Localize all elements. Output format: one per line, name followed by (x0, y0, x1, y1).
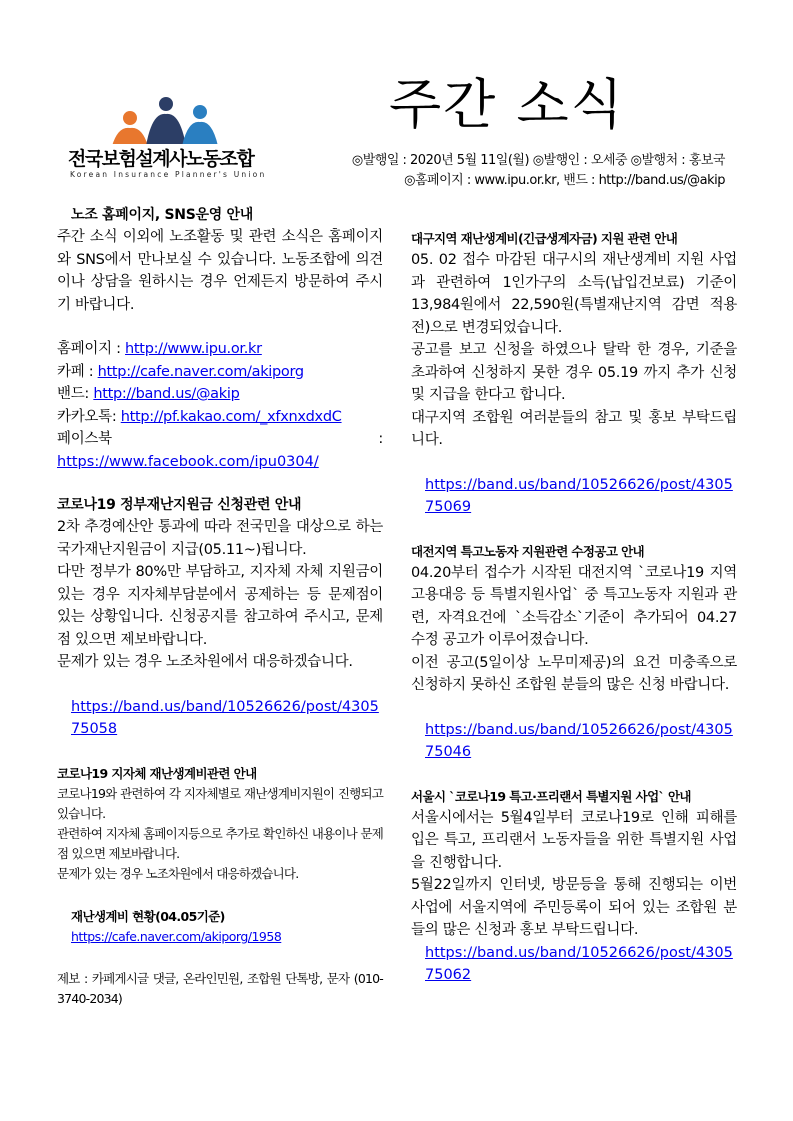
union-logo (68, 92, 278, 192)
homepage-link[interactable]: http://www.ipu.or.kr (125, 341, 262, 357)
article-local-living-cost (57, 763, 383, 1009)
newsletter-title: 주간 소식 (389, 73, 625, 136)
article-title: 대전지역 특고노동자 지원관련 수정공고 안내 (411, 543, 645, 559)
band-link[interactable]: http://band.us/@akip (93, 386, 240, 402)
band-post-link[interactable]: https://band.us/band/10526626/post/430575069 (425, 476, 733, 515)
cafe-post-link[interactable]: https://cafe.naver.com/akiporg/1958 (71, 928, 282, 944)
article-paragraph: 5월22일까지 인터넷, 방문등을 통해 진행되는 이번 사업에 서울지역에 주민등록이 되어 있는 조합원 분들의 많은 신청과 홍보 부탁드립니다. (411, 877, 737, 938)
band-post-link[interactable]: https://band.us/band/10526626/post/430575058 (71, 698, 379, 737)
link-row-facebook: 페이스북 : (57, 431, 383, 447)
article-title: 코로나19 지자체 재난생계비관련 안내 (57, 765, 257, 781)
link-row-cafe: 카페 : http://cafe.naver.com/akiporg (57, 363, 304, 380)
article-disaster-fund (57, 495, 383, 741)
cafe-link[interactable]: http://cafe.naver.com/akiporg (97, 363, 304, 380)
org-name-english: Korean Insurance Planner's Union (70, 170, 267, 179)
article-daejeon (411, 541, 737, 764)
article-paragraph: 이전 공고(5일이상 노무미제공)의 요건 미충족으로 신청하지 못하신 조합원 분들의 많은 신청 바랍니다. (411, 654, 737, 693)
link-row-kakao: 카카오톡: http://pf.kakao.com/_xfxnxdxdC (57, 408, 342, 425)
article-daegu (411, 228, 737, 519)
article-homepage-sns (57, 205, 383, 473)
kakao-link[interactable]: http://pf.kakao.com/_xfxnxdxdC (120, 408, 342, 425)
article-paragraph: 다만 정부가 80%만 부담하고, 지자체 자체 지원금이 있는 경우 지자체부담분에서 공제하는 등 문제점이 있는 상황입니다. 신청공지를 참고하여 주시고, 문제점 있으면 제보바랍니다. (57, 564, 383, 648)
link-row-band: 밴드: http://band.us/@akip (57, 386, 240, 402)
article-title: 노조 홈페이지, SNS운영 안내 (71, 207, 253, 223)
contact-info: ◎홈페이지 : www.ipu.or.kr, 밴드 : http://band.us/@akip (404, 173, 725, 188)
article-paragraph: 04.20부터 접수가 시작된 대전지역 `코로나19 지역고용대응 등 특별지원사업` 중 특고노동자 지원과 관련, 자격요건에 `소득감소`기준이 추가되어 04.27 수정 공고가 이루어졌습니다. (411, 564, 737, 648)
article-paragraph: 문제가 있는 경우 노조차원에서 대응하겠습니다. (57, 865, 299, 881)
article-title: 서울시 `코로나19 특고·프리랜서 특별지원 사업` 안내 (411, 788, 691, 804)
left-column (57, 205, 383, 1009)
article-title: 대구지역 재난생계비(긴급생계자금) 지원 관련 안내 (411, 231, 678, 246)
article-title: 코로나19 정부재난지원금 신청관련 안내 (57, 497, 302, 513)
article-seoul (411, 786, 737, 987)
link-row-homepage: 홈페이지 : http://www.ipu.or.kr (57, 341, 262, 357)
article-paragraph: 2차 추경예산안 통과에 따라 전국민을 대상으로 하는 국가재난지원금이 지급(05.11~)됩니다. (57, 519, 383, 558)
article-paragraph: 문제가 있는 경우 노조차원에서 대응하겠습니다. (57, 654, 353, 670)
org-name: 전국보험설계사노동조합 (68, 148, 254, 170)
article-body: 주간 소식 이외에 노조활동 및 관련 소식은 홈페이지와 SNS에서 만나보실 수 있습니다. 노동조합에 의견이나 상담을 원하시는 경우 언제든지 방문하여 주시기 바랍니다. (57, 229, 383, 313)
facebook-link[interactable]: https://www.facebook.com/ipu0304/ (57, 453, 319, 470)
article-paragraph: 공고를 보고 신청을 하였으나 탈락 한 경우, 기준을 초과하여 신청하지 못한 경우 05.19 까지 추가 신청 및 지급을 한다고 합니다. (411, 342, 737, 403)
report-contact: 제보 : 카페게시글 댓글, 온라인민원, 조합원 단톡방, 문자 (010-3740-2034) (57, 970, 383, 1006)
article-paragraph: 관련하여 지자체 홈페이지등으로 추가로 확인하신 내용이나 문제점 있으면 제보바랍니다. (57, 825, 383, 861)
band-post-link[interactable]: https://band.us/band/10526626/post/430575062 (425, 944, 733, 983)
article-paragraph: 코로나19와 관련하여 각 지자체별로 재난생계비지원이 진행되고 있습니다. (57, 785, 383, 821)
people-logo-icon (108, 92, 248, 148)
subsection-title: 재난생계비 현황(04.05기준) (71, 908, 225, 924)
article-paragraph: 05. 02 접수 마감된 대구시의 재난생계비 지원 사업과 관련하여 1인가구의 소득(납입건보료) 기준이 13,984원에서 22,590원(특별재난지역 감면 적용전)으로 변경되었습니다. (411, 252, 737, 336)
band-post-link[interactable]: https://band.us/band/10526626/post/430575046 (425, 721, 733, 760)
publication-info: ◎발행일 : 2020년 5월 11일(월) ◎발행인 : 오세중 ◎발행처 : 홍보국 (351, 153, 725, 168)
article-paragraph: 대구지역 조합원 여러분들의 참고 및 홍보 부탁드립니다. (411, 409, 737, 448)
article-paragraph: 서울시에서는 5월4일부터 코로나19로 인해 피해를 입은 특고, 프리랜서 노동자들을 위한 특별지원 사업을 진행합니다. (411, 809, 737, 871)
right-column (411, 228, 737, 987)
